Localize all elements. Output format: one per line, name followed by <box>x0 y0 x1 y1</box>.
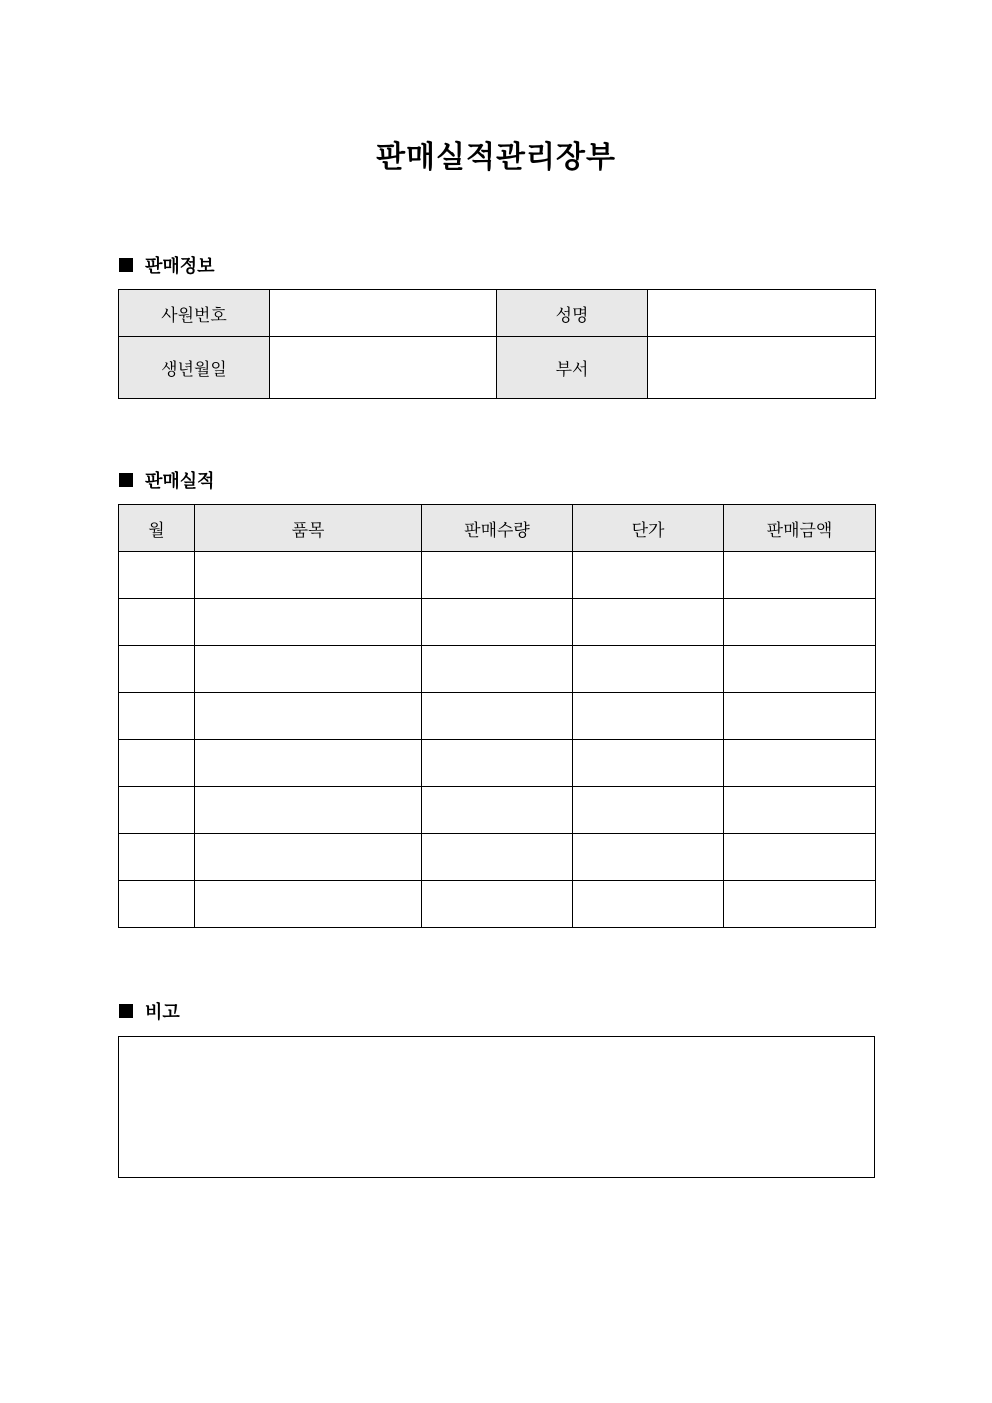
month-cell[interactable] <box>119 693 195 740</box>
name-field[interactable] <box>648 290 876 337</box>
quantity-cell[interactable] <box>422 599 573 646</box>
item-cell[interactable] <box>195 646 422 693</box>
table-row <box>119 787 876 834</box>
unit-price-cell[interactable] <box>573 787 724 834</box>
column-header-unit-price: 단가 <box>573 505 724 552</box>
sales-info-table <box>118 289 876 399</box>
column-header-quantity: 판매수량 <box>422 505 573 552</box>
sales-info-heading-text: 판매정보 <box>145 256 215 277</box>
amount-cell[interactable] <box>724 740 876 787</box>
month-cell[interactable] <box>119 646 195 693</box>
department-field[interactable] <box>648 337 876 399</box>
month-cell[interactable] <box>119 599 195 646</box>
table-row <box>119 834 876 881</box>
table-row <box>119 646 876 693</box>
month-cell[interactable] <box>119 787 195 834</box>
unit-price-cell[interactable] <box>573 599 724 646</box>
item-cell[interactable] <box>195 834 422 881</box>
month-cell[interactable] <box>119 552 195 599</box>
amount-cell[interactable] <box>724 646 876 693</box>
amount-cell[interactable] <box>724 834 876 881</box>
item-cell[interactable] <box>195 881 422 928</box>
quantity-cell[interactable] <box>422 787 573 834</box>
item-cell[interactable] <box>195 740 422 787</box>
unit-price-cell[interactable] <box>573 834 724 881</box>
quantity-cell[interactable] <box>422 646 573 693</box>
quantity-cell[interactable] <box>422 740 573 787</box>
remarks-box[interactable] <box>118 1036 875 1178</box>
table-row <box>119 552 876 599</box>
amount-cell[interactable] <box>724 693 876 740</box>
remarks-heading <box>119 999 180 1023</box>
quantity-cell[interactable] <box>422 552 573 599</box>
unit-price-cell[interactable] <box>573 881 724 928</box>
month-cell[interactable] <box>119 740 195 787</box>
amount-cell[interactable] <box>724 881 876 928</box>
sales-info-heading <box>119 253 215 277</box>
table-row <box>119 599 876 646</box>
column-header-amount: 판매금액 <box>724 505 876 552</box>
square-bullet-icon <box>119 1004 133 1018</box>
item-cell[interactable] <box>195 599 422 646</box>
employee-id-label: 사원번호 <box>119 290 270 337</box>
remarks-heading-text: 비고 <box>145 1002 180 1023</box>
table-row <box>119 881 876 928</box>
page-title: 판매실적관리장부 <box>376 140 616 175</box>
name-label: 성명 <box>497 290 648 337</box>
employee-id-field[interactable] <box>270 290 497 337</box>
sales-record-heading-text: 판매실적 <box>145 471 215 492</box>
item-cell[interactable] <box>195 693 422 740</box>
unit-price-cell[interactable] <box>573 740 724 787</box>
item-cell[interactable] <box>195 552 422 599</box>
table-row <box>119 740 876 787</box>
department-label: 부서 <box>497 337 648 399</box>
square-bullet-icon <box>119 473 133 487</box>
birthdate-label: 생년월일 <box>119 337 270 399</box>
column-header-item: 품목 <box>195 505 422 552</box>
item-cell[interactable] <box>195 787 422 834</box>
sales-record-heading <box>119 468 215 492</box>
amount-cell[interactable] <box>724 599 876 646</box>
month-cell[interactable] <box>119 881 195 928</box>
unit-price-cell[interactable] <box>573 552 724 599</box>
month-cell[interactable] <box>119 834 195 881</box>
amount-cell[interactable] <box>724 552 876 599</box>
square-bullet-icon <box>119 258 133 272</box>
sales-record-table <box>118 504 876 928</box>
unit-price-cell[interactable] <box>573 693 724 740</box>
amount-cell[interactable] <box>724 787 876 834</box>
unit-price-cell[interactable] <box>573 646 724 693</box>
quantity-cell[interactable] <box>422 834 573 881</box>
column-header-month: 월 <box>119 505 195 552</box>
table-row <box>119 693 876 740</box>
quantity-cell[interactable] <box>422 881 573 928</box>
birthdate-field[interactable] <box>270 337 497 399</box>
quantity-cell[interactable] <box>422 693 573 740</box>
